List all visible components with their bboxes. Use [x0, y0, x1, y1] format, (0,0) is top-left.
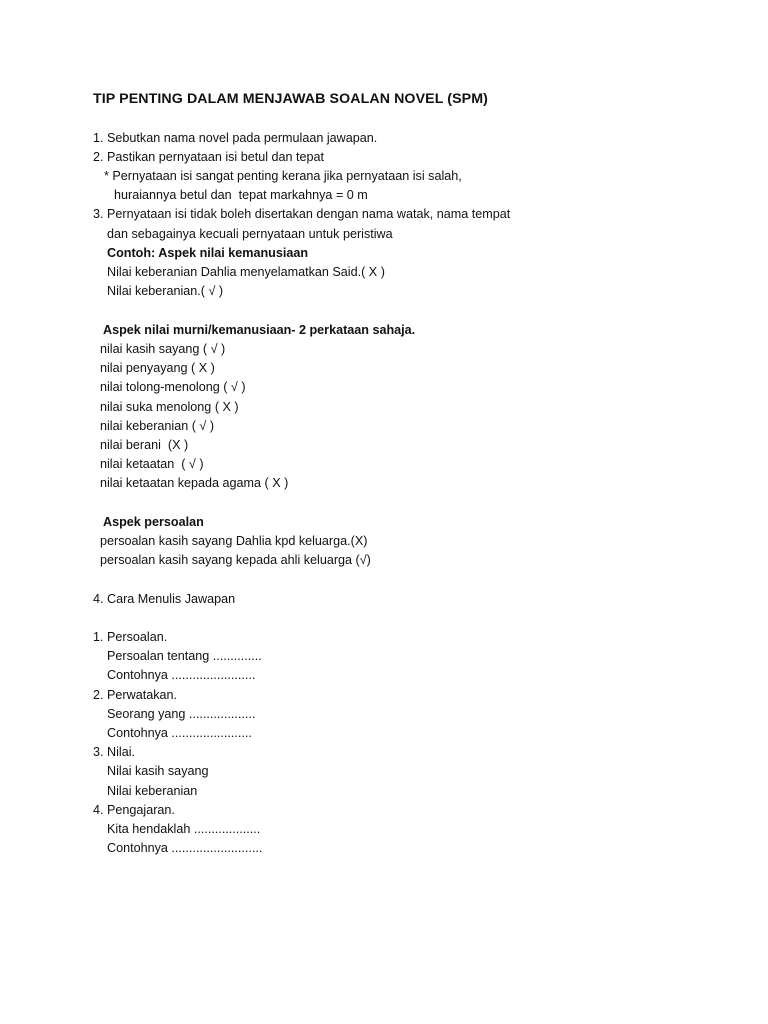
cara-group-line: Contohnya .......................... [107, 841, 263, 855]
nilai-item: nilai ketaatan ( √ ) [100, 457, 204, 471]
persoalan-section-heading: Aspek persoalan [103, 515, 204, 529]
nilai-item: nilai penyayang ( X ) [100, 361, 215, 375]
tip-note-line-2: huraiannya betul dan tepat markahnya = 0 m [114, 188, 368, 202]
document-title: TIP PENTING DALAM MENJAWAB SOALAN NOVEL (SPM) [93, 91, 488, 107]
nilai-section-heading: Aspek nilai murni/kemanusiaan- 2 perkataan sahaja. [103, 323, 416, 337]
example-wrong: Nilai keberanian Dahlia menyelamatkan Said.( X ) [107, 265, 385, 279]
cara-group-label: 1. Persoalan. [93, 630, 168, 644]
cara-group-line: Contohnya ....................... [107, 726, 252, 740]
nilai-item: nilai berani (X ) [100, 438, 189, 452]
persoalan-item: persoalan kasih sayang kepada ahli keluarga (√) [100, 553, 371, 567]
nilai-item: nilai suka menolong ( X ) [100, 400, 239, 414]
nilai-item: nilai keberanian ( √ ) [100, 419, 215, 433]
cara-group-label: 3. Nilai. [93, 745, 135, 759]
persoalan-item: persoalan kasih sayang Dahlia kpd keluarga.(X) [100, 534, 368, 548]
cara-section-heading: 4. Cara Menulis Jawapan [93, 592, 236, 606]
cara-group-line: Seorang yang ................... [107, 707, 256, 721]
cara-group-line: Contohnya ........................ [107, 668, 256, 682]
example-right: Nilai keberanian.( √ ) [107, 284, 224, 298]
nilai-item: nilai kasih sayang ( √ ) [100, 342, 226, 356]
tip-item-1: 1. Sebutkan nama novel pada permulaan jawapan. [93, 131, 378, 145]
cara-group-label: 4. Pengajaran. [93, 803, 175, 817]
nilai-item: nilai tolong-menolong ( √ ) [100, 380, 246, 394]
example-heading: Contoh: Aspek nilai kemanusiaan [107, 246, 309, 260]
nilai-item: nilai ketaatan kepada agama ( X ) [100, 476, 289, 490]
cara-group-line: Kita hendaklah ................... [107, 822, 261, 836]
tip-item-2: 2. Pastikan pernyataan isi betul dan tepat [93, 150, 325, 164]
cara-group-line: Nilai keberanian [107, 784, 198, 798]
tip-item-3-line-2: dan sebagainya kecuali pernyataan untuk peristiwa [107, 227, 393, 241]
cara-group-line: Nilai kasih sayang [107, 764, 209, 778]
tip-note-line-1: * Pernyataan isi sangat penting kerana jika pernyataan isi salah, [104, 169, 462, 183]
tip-item-3-line-1: 3. Pernyataan isi tidak boleh disertakan dengan nama watak, nama tempat [93, 207, 511, 221]
cara-group-label: 2. Perwatakan. [93, 688, 178, 702]
cara-group-line: Persoalan tentang .............. [107, 649, 262, 663]
